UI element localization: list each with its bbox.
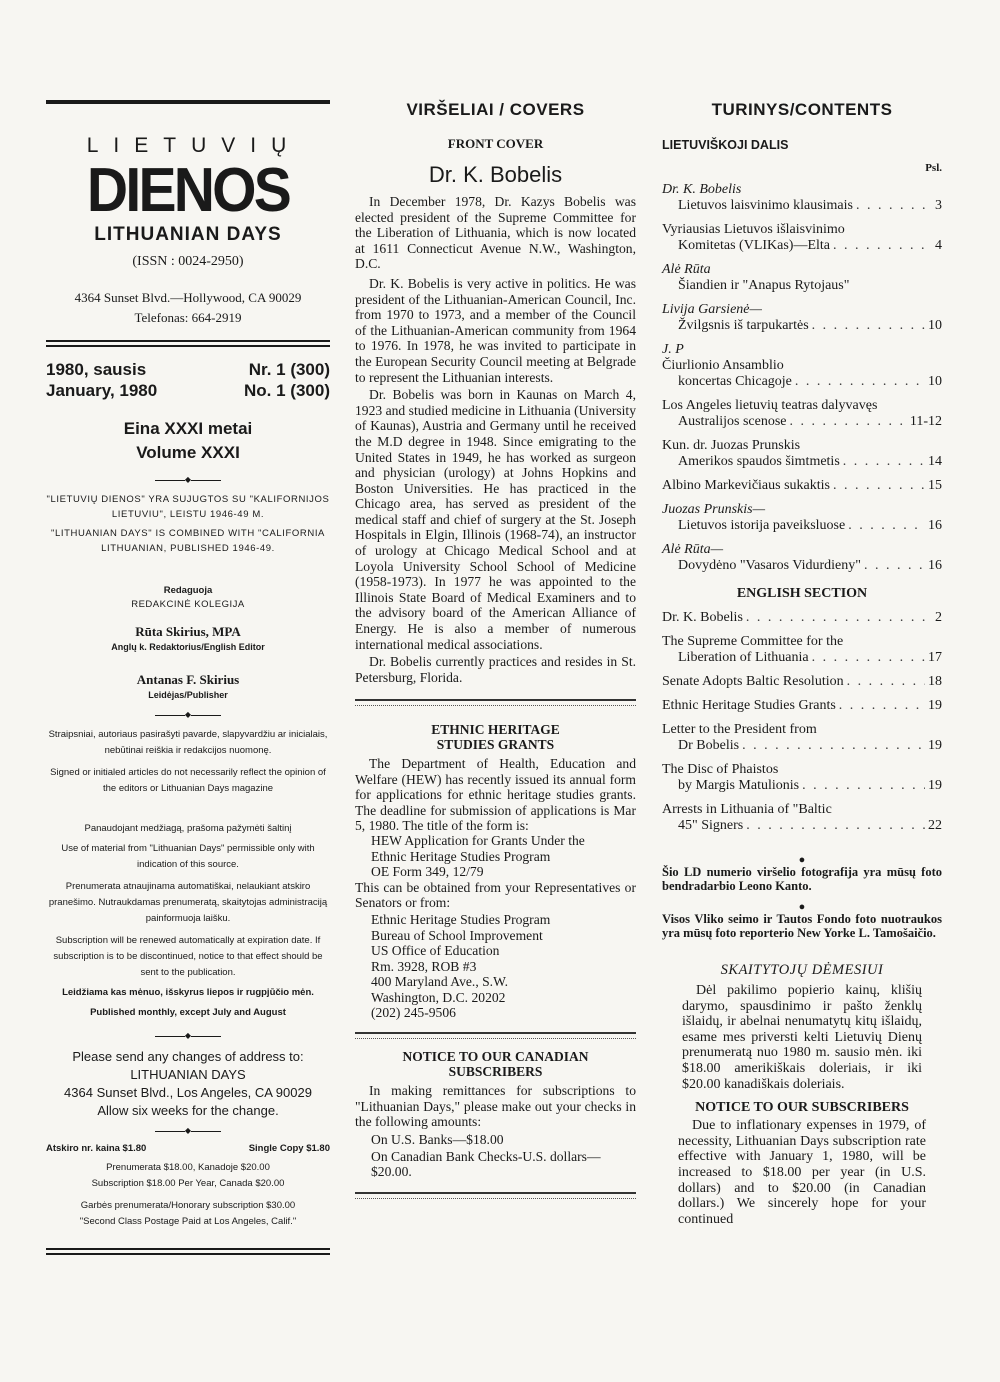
- cover-paragraph: Dr. Bobelis currently practices and resides in St. Petersburg, Florida.: [355, 654, 636, 685]
- toc-title-line: Kun. dr. Juozas Prunskis: [662, 438, 801, 453]
- ornament-divider: ◆: [46, 1126, 330, 1135]
- price-en: Single Copy $1.80: [248, 1143, 330, 1154]
- toc-item: [662, 610, 942, 626]
- toc-entry-line: [662, 454, 942, 470]
- contents-column: [662, 100, 942, 1227]
- issue-line-lt: [46, 359, 330, 380]
- canadian-heading: [355, 1049, 636, 1079]
- toc-page: 19: [928, 738, 942, 753]
- issn: (ISSN : 0024-2950): [132, 254, 244, 269]
- lt-contents-list: [662, 182, 942, 574]
- grants-heading-line1: ETHNIC HERITAGE: [431, 722, 560, 738]
- masthead-subtitle: LITHUANIAN DAYS: [94, 224, 282, 245]
- source-en: Use of material from "Lithuanian Days" permissible only with indication of this source.: [61, 843, 315, 870]
- grants-paragraph: The Department of Health, Education and Welfare (HEW) has recently issued its annual form for applications for ethnic heritage studies grants. The deadline for submission of applications is Mar 5, 1980. The title of the form is:: [355, 756, 636, 834]
- toc-title-line: Los Angeles lietuvių teatras dalyvavęs: [662, 398, 878, 413]
- toc-page: 16: [928, 518, 942, 533]
- toc-leader-dots: [843, 454, 925, 470]
- cover-paragraph: Dr. Bobelis was born in Kaunas on March 4, 1923 and studied medicine in Lithuania (University of Kaunas), Austria and Germany until he received the M.D degree in 1948. Since emigrating to the United States in 1949, he has worked as surgeon and physician (urology) at Johns Hopkins and Boston Universities. He has practiced in the Chicago area, has served as president of the medical staff and chief of surgery at the St. Joseph Hospitals in Elgin, Illinois (1968-74), an instructor of urology at Chicago Medical School and at Loyola University School School of Medicine (1958-1973). In 1977 he was appointed to the Illinois State Board of Medical Examiners and to the advisory board of the American Alliance of Energy. He is also a member of numerous international medical associations.: [355, 387, 636, 652]
- toc-title-line: The Disc of Phaistos: [662, 762, 779, 777]
- editor-name: Rūta Skirius, MPA: [135, 624, 241, 639]
- masthead-address: [46, 288, 330, 328]
- toc-item: [662, 478, 942, 494]
- disclaimer-lt: Straipsniai, autoriaus pasirašyti pavarde, slapyvardžiu ar inicialais, nebūtinai reiškia ir redakcijos nuomonę.: [48, 729, 328, 756]
- toc-leader-dots: [847, 674, 925, 690]
- toc-entry-line: [662, 278, 942, 294]
- canadian-us-amount: On U.S. Banks—$18.00: [371, 1131, 504, 1147]
- canadian-heading-line2: SUBSCRIBERS: [448, 1064, 543, 1080]
- toc-entry-line: [662, 650, 942, 666]
- toc-title: Dr. K. Bobelis: [662, 610, 743, 625]
- cover-article: [355, 194, 636, 685]
- toc-title: Australijos scenose: [678, 414, 787, 429]
- toc-author: J. P: [662, 342, 684, 357]
- masthead-title: DIENOS: [86, 156, 290, 225]
- toc-title: Žvilgsnis iš tarpukartės: [678, 318, 809, 333]
- price-lt: Atskiro nr. kaina $1.80: [46, 1143, 147, 1154]
- toc-page: 18: [928, 674, 942, 689]
- toc-page: 22: [928, 818, 942, 833]
- issue-number-en: No. 1 (300): [244, 381, 330, 400]
- toc-page: 11-12: [909, 414, 942, 429]
- postage-note: "Second Class Postage Paid at Los Angeles, Calif.": [79, 1216, 297, 1227]
- volume-lt: Eina XXXI metai: [123, 419, 253, 438]
- canadian-paragraph: In making remittances for subscriptions to "Lithuanian Days," please make out your checks in the following amounts:: [355, 1083, 636, 1130]
- form-line: Ethnic Heritage Studies Program: [371, 848, 551, 864]
- toc-entry-line: [662, 738, 942, 754]
- volume-en: Volume XXXI: [136, 443, 240, 462]
- editorial-label: Redaguoja: [163, 585, 213, 596]
- wavy-divider: [355, 1192, 636, 1199]
- cover-subject-name: Dr. K. Bobelis: [428, 162, 563, 187]
- monthly-en: Published monthly, except July and August: [90, 1007, 286, 1018]
- toc-title: Šiandien ir "Anapus Rytojaus": [678, 278, 850, 293]
- toc-page: 2: [935, 610, 942, 625]
- address-change-line2: LITHUANIAN DAYS: [130, 1067, 246, 1082]
- toc-entry-line: [662, 558, 942, 574]
- toc-page: 4: [935, 238, 942, 253]
- toc-leader-dots: [746, 818, 925, 834]
- covers-heading: VIRŠELIAI / COVERS: [406, 100, 585, 119]
- toc-item: [662, 342, 942, 390]
- address-change-line1: Please send any changes of address to:: [72, 1049, 304, 1064]
- toc-leader-dots: [833, 238, 932, 254]
- toc-page: 10: [928, 374, 942, 389]
- address-line: Ethnic Heritage Studies Program: [371, 912, 551, 928]
- photo-note: Šio LD numerio viršelio fotografija yra mūsų foto bendradarbio Leono Kanto.: [662, 865, 942, 893]
- issue-date-en: January, 1980: [46, 381, 158, 400]
- source-lt: Panaudojant medžiagą, prašoma pažymėti šaltinį: [84, 823, 292, 834]
- toc-page: 17: [928, 650, 942, 665]
- address-change: [46, 1048, 330, 1120]
- toc-leader-dots: [833, 478, 925, 494]
- masthead-column: [46, 100, 330, 1255]
- toc-title: Liberation of Lithuania: [678, 650, 809, 665]
- subscription-en: Subscription $18.00 Per Year, Canada $20.00: [91, 1178, 285, 1189]
- toc-author: Alė Rūta—: [662, 542, 724, 557]
- address-line: Washington, D.C. 20202: [371, 989, 506, 1005]
- issue-line-en: [46, 380, 330, 401]
- address-line: Rm. 3928, ROB #3: [371, 958, 477, 974]
- toc-title: Senate Adopts Baltic Resolution: [662, 674, 844, 689]
- toc-leader-dots: [746, 610, 932, 626]
- toc-title-line: The Supreme Committee for the: [662, 634, 844, 649]
- en-contents-list: [662, 610, 942, 834]
- toc-item: [662, 262, 942, 294]
- toc-entry-line: [662, 610, 942, 626]
- toc-title: Dovydėno "Vasaros Vidurdieny": [678, 558, 861, 573]
- address-line: Bureau of School Improvement: [371, 927, 543, 943]
- toc-leader-dots: [812, 650, 925, 666]
- toc-item: [662, 674, 942, 690]
- bottom-rule: [46, 1248, 330, 1255]
- address-line: (202) 245-9506: [371, 1004, 456, 1020]
- form-line: OE Form 349, 12/79: [371, 864, 484, 880]
- toc-item: [662, 438, 942, 470]
- toc-title: Komitetas (VLIKas)—Elta: [678, 238, 831, 253]
- lt-section-title: LIETUVIŠKOJI DALIS: [662, 138, 789, 152]
- notice-text: Due to inflationary expenses in 1979, of necessity, Lithuanian Days subscription rate effective with January 1, 1980, will be increased to $18.00 per year (in U.S. dollars) and to $20.00 (in Canadian dollars.) We sincerely hope for your continued: [678, 1118, 926, 1227]
- toc-item: [662, 722, 942, 754]
- combined-en: "LITHUANIAN DAYS" IS COMBINED WITH "CALIFORNIA LITHUANIAN, PUBLISHED 1946-49.: [50, 528, 325, 554]
- toc-leader-dots: [839, 698, 925, 714]
- toc-title: 45" Signers: [678, 818, 744, 833]
- toc-title: Lietuvos istorija paveiksluose: [678, 518, 846, 533]
- toc-leader-dots: [864, 558, 925, 574]
- toc-entry-line: [662, 414, 942, 430]
- address-line: 400 Maryland Ave., S.W.: [371, 974, 509, 990]
- toc-leader-dots: [802, 778, 925, 794]
- toc-entry-line: [662, 238, 942, 254]
- cover-paragraph: Dr. K. Bobelis is very active in politics. He was president of the Lithuanian-American Council, Inc. from 1970 to 1973, and a member of the Council of the Lithuanian-American community from 1964 to 1976. In 1978, he was invited to participate in the European Security Council meeting at Belgrade to represent the Lithuanian interests.: [355, 275, 636, 385]
- toc-page: 15: [928, 478, 942, 493]
- toc-entry-line: [662, 198, 942, 214]
- monthly-lt: Leidžiama kas mėnuo, išskyrus liepos ir rugpjūčio mėn.: [62, 987, 314, 998]
- toc-entry-line: [662, 478, 942, 494]
- toc-leader-dots: [742, 738, 925, 754]
- toc-leader-dots: [789, 414, 906, 430]
- form-line: HEW Application for Grants Under the: [371, 833, 585, 849]
- toc-entry-line: [662, 318, 942, 334]
- toc-leader-dots: [812, 318, 925, 334]
- wavy-divider: [355, 1032, 636, 1039]
- toc-leader-dots: [848, 518, 925, 534]
- toc-author: Dr. K. Bobelis: [662, 182, 742, 197]
- masthead-top: LIETUVIŲ: [86, 134, 302, 157]
- toc-entry-line: [662, 374, 942, 390]
- photo-note: Visos Vliko seimo ir Tautos Fondo foto nuotraukos yra mūsų foto reporterio New Yorke L. Tamošaičio.: [662, 912, 942, 940]
- grants-heading-line2: STUDIES GRANTS: [436, 737, 555, 753]
- address-line: US Office of Education: [371, 943, 500, 959]
- toc-entry-line: [662, 698, 942, 714]
- address-change-line4: Allow six weeks for the change.: [97, 1103, 279, 1118]
- top-rule: [46, 100, 330, 104]
- honorary-subscription: Garbės prenumerata/Honorary subscription $30.00: [80, 1200, 296, 1211]
- address-change-line3: 4364 Sunset Blvd., Los Angeles, CA 90029: [64, 1085, 312, 1100]
- toc-title: Amerikos spaudos šimtmetis: [678, 454, 840, 469]
- covers-column: [355, 100, 636, 1209]
- toc-leader-dots: [856, 198, 932, 214]
- toc-page: 3: [935, 198, 942, 213]
- toc-page: 16: [928, 558, 942, 573]
- editor-role: Anglų k. Redaktorius/English Editor: [111, 642, 265, 652]
- ornament-divider: ◆: [46, 710, 330, 719]
- toc-item: [662, 302, 942, 334]
- toc-title-line: Arrests in Lithuania of "Baltic: [662, 802, 832, 817]
- toc-page: 19: [928, 698, 942, 713]
- volume: [46, 417, 330, 465]
- toc-page: 14: [928, 454, 942, 469]
- toc-title: koncertas Chicagoje: [678, 374, 792, 389]
- toc-title-line: Čiurlionio Ansamblio: [662, 358, 784, 373]
- wavy-divider: [355, 699, 636, 706]
- toc-item: [662, 634, 942, 666]
- canadian-ca-amount: On Canadian Bank Checks-U.S. dollars—$20.00.: [371, 1148, 601, 1180]
- issue-date-lt: 1980, sausis: [46, 360, 147, 379]
- toc-title: by Margis Matulionis: [678, 778, 800, 793]
- subscription-lt: Prenumerata $18.00, Kanadoje $20.00: [106, 1162, 270, 1173]
- toc-author: Livija Garsienė—: [662, 302, 762, 317]
- toc-page: 19: [928, 778, 942, 793]
- editorial-board: REDAKCINĖ KOLEGIJA: [131, 599, 245, 610]
- grants-form-title: [355, 833, 636, 879]
- double-rule: [46, 340, 330, 347]
- page-label: Psl.: [925, 162, 942, 174]
- publisher-name: Antanas F. Skirius: [136, 672, 240, 687]
- toc-entry-line: [662, 778, 942, 794]
- phone-line: Telefonas: 664-2919: [134, 310, 242, 325]
- toc-item: [662, 182, 942, 214]
- toc-title: Ethnic Heritage Studies Grants: [662, 698, 836, 713]
- readers-heading: SKAITYTOJŲ DĖMESIUI: [720, 962, 884, 978]
- toc-entry-line: [662, 674, 942, 690]
- bullet: ●: [798, 901, 806, 913]
- toc-leader-dots: [795, 374, 925, 390]
- en-section-title: ENGLISH SECTION: [736, 586, 868, 601]
- toc-title-line: Vyriausias Lietuvos išlaisvinimo: [662, 222, 845, 237]
- bullet: ●: [798, 854, 806, 866]
- contents-heading: TURINYS/CONTENTS: [711, 100, 893, 119]
- address-line: 4364 Sunset Blvd.—Hollywood, CA 90029: [74, 290, 302, 305]
- toc-page: 10: [928, 318, 942, 333]
- grants-paragraph: This can be obtained from your Representatives or Senators or from:: [355, 879, 636, 911]
- toc-title: Albino Markevičiaus sukaktis: [662, 478, 830, 493]
- ornament-divider: ◆: [46, 475, 330, 484]
- toc-item: [662, 762, 942, 794]
- ornament-divider: ◆: [46, 1031, 330, 1040]
- toc-item: [662, 502, 942, 534]
- front-cover-label: FRONT COVER: [447, 136, 544, 151]
- readers-text: Dėl pakilimo popierio kainų, klišių darymo, spausdinimo ir pašto ženklų išlaidų, ir abelnai nenumatytų kitų išlaidų, esame mes priversti kelti Lietuvių Dienų prenumeratą nuo 1980 m. sausio mėn. iki $18.00 amerikiškais doleriais, ir iki $20.00 kanadiškais doleriais.: [682, 983, 922, 1092]
- grants-heading: [355, 722, 636, 752]
- toc-entry-line: [662, 518, 942, 534]
- toc-author: Alė Rūta: [662, 262, 711, 277]
- toc-title: Dr Bobelis: [678, 738, 740, 753]
- renew-en: Subscription will be renewed automatically at expiration date. If subscription is to be discontinued, notice to that effect should be sent to the publication.: [53, 935, 323, 978]
- toc-entry-line: [662, 818, 942, 834]
- renew-lt: Prenumerata atnaujinama automatiškai, nelaukiant atskiro pranešimo. Nutraukdamas prenumeratą, skaitytojas administraciją painformuoja laišku.: [48, 881, 328, 924]
- toc-item: [662, 222, 942, 254]
- publisher-role: Leidėjas/Publisher: [148, 690, 228, 700]
- notice-heading: NOTICE TO OUR SUBSCRIBERS: [695, 1100, 909, 1116]
- toc-item: [662, 542, 942, 574]
- single-copy-price: [46, 1143, 330, 1154]
- cover-paragraph: In December 1978, Dr. Kazys Bobelis was elected president of the Supreme Committee for the Liberation of Lithuania, which is now located at 1611 Connecticut Avenue N.W., Washington, D.C.: [355, 194, 636, 272]
- issue-number-lt: Nr. 1 (300): [248, 360, 330, 379]
- toc-title-line: Letter to the President from: [662, 722, 817, 737]
- canadian-heading-line1: NOTICE TO OUR CANADIAN: [402, 1049, 589, 1065]
- disclaimer-en: Signed or initialed articles do not necessarily reflect the opinion of the editors or Lithuanian Days magazine: [50, 767, 326, 794]
- toc-author: Juozas Prunskis—: [662, 502, 766, 517]
- toc-item: [662, 802, 942, 834]
- toc-item: [662, 698, 942, 714]
- toc-item: [662, 398, 942, 430]
- grants-address: [355, 912, 636, 1020]
- toc-title: Lietuvos laisvinimo klausimais: [678, 198, 853, 213]
- combined-lt: "LIETUVIŲ DIENOS" YRA SUJUGTOS SU "KALIFORNIJOS LIETUVIU", LEISTU 1946-49 M.: [46, 494, 330, 520]
